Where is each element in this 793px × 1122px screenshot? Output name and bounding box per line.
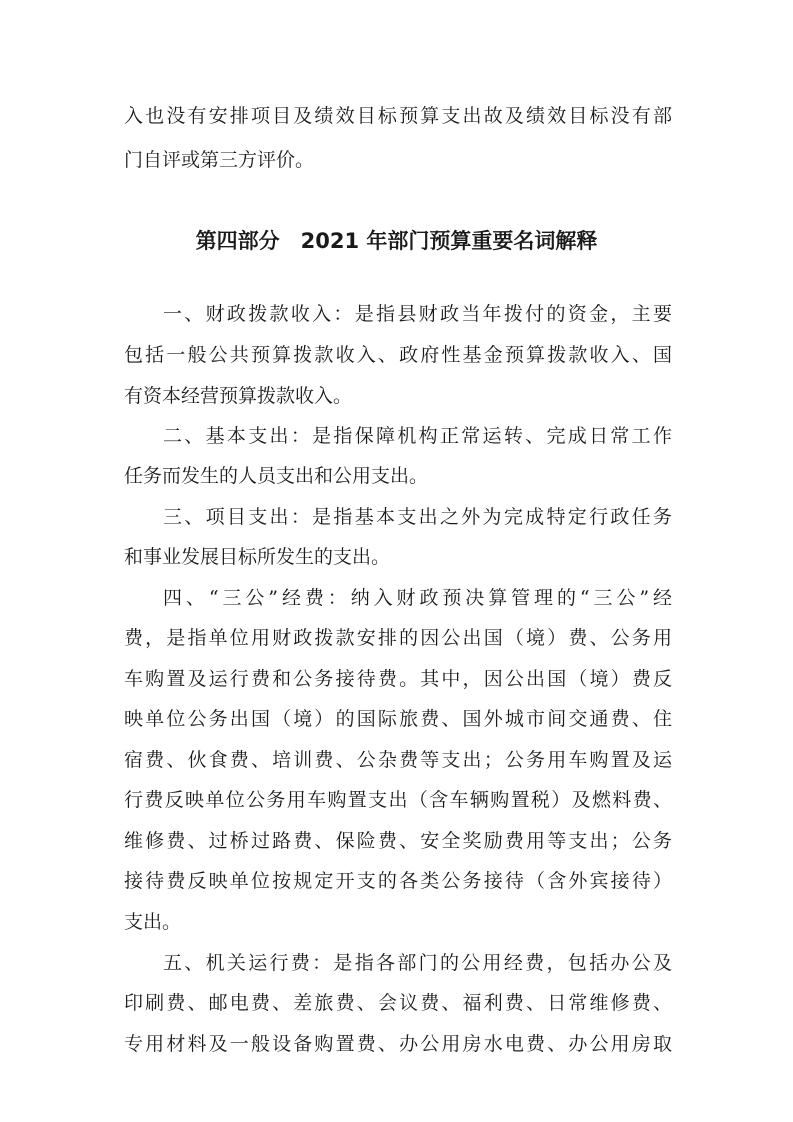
intro-line: 入也没有安排项目及绩效目标预算支出故及绩效目标没有部	[124, 105, 672, 127]
paragraph-line: 专用材料及一般设备购置费、办公用房水电费、办公用房取	[124, 1033, 672, 1055]
paragraph-line: 和事业发展目标所发生的支出。	[124, 546, 391, 568]
paragraph-line: 有资本经营预算拨款收入。	[124, 385, 353, 407]
paragraph-line: 维修费、过桥过路费、保险费、安全奖励费用等支出；公务	[124, 830, 672, 852]
paragraph-line: 一、财政拨款收入：是指县财政当年拨付的资金，主要	[163, 303, 672, 325]
paragraph-line: 车购置及运行费和公务接待费。其中，因公出国（境）费反	[124, 668, 672, 690]
paragraph-line: 印刷费、邮电费、差旅费、会议费、福利费、日常维修费、	[124, 992, 672, 1014]
paragraph-line: 五、机关运行费：是指各部门的公用经费，包括办公及	[163, 952, 672, 974]
paragraph-line: 包括一般公共预算拨款收入、政府性基金预算拨款收入、国	[124, 344, 672, 366]
paragraph-line: 支出。	[124, 911, 182, 933]
paragraph-line: 接待费反映单位按规定开支的各类公务接待（含外宾接待）	[124, 870, 672, 892]
paragraph-line: 行费反映单位公务用车购置支出（含车辆购置税）及燃料费、	[124, 789, 672, 811]
paragraph-line: 宿费、伙食费、培训费、公杂费等支出；公务用车购置及运	[124, 749, 672, 771]
intro-line: 门自评或第三方评价。	[124, 149, 315, 171]
paragraph-line: 费，是指单位用财政拨款安排的因公出国（境）费、公务用	[124, 627, 672, 649]
paragraph-line: 四、“三公”经费：纳入财政预决算管理的“三公”经	[163, 587, 672, 609]
paragraph-line: 二、基本支出：是指保障机构正常运转、完成日常工作	[163, 425, 672, 447]
section-heading: 第四部分 2021 年部门预算重要名词解释	[195, 229, 598, 253]
paragraph-line: 任务而发生的人员支出和公用支出。	[124, 465, 429, 487]
paragraph-line: 三、项目支出：是指基本支出之外为完成特定行政任务	[163, 506, 672, 528]
paragraph-line: 映单位公务出国（境）的国际旅费、国外城市间交通费、住	[124, 708, 672, 730]
